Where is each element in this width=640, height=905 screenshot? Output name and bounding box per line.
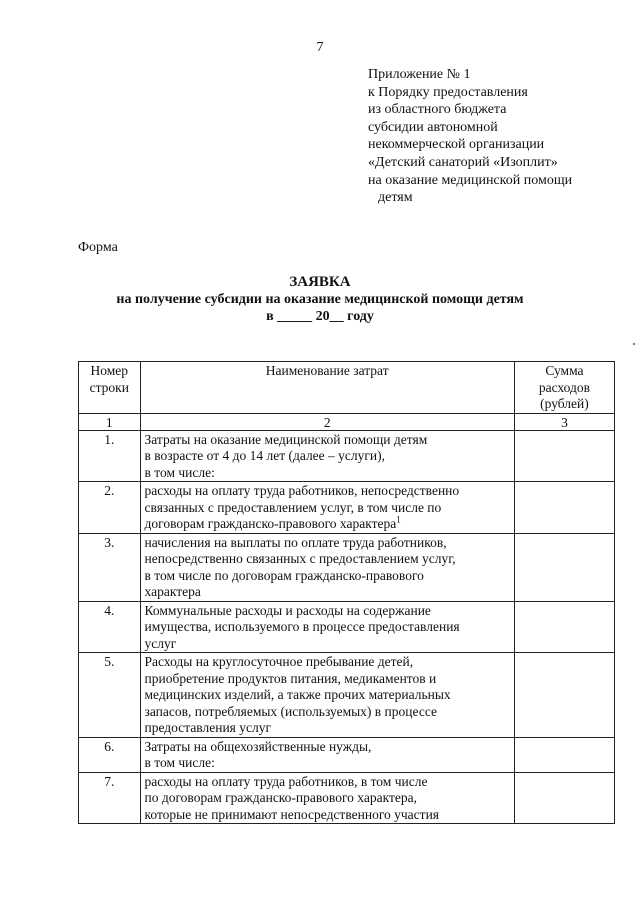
row-cost-name [140, 772, 514, 824]
header-row-number: Номер строки [79, 362, 141, 414]
page-number: 7 [316, 40, 324, 55]
row-text-line: расходы на оплату труда работников, в том числе [144, 773, 428, 789]
row-text-line: в том числе: [144, 464, 215, 480]
table-row [79, 737, 615, 772]
row-number: 2. [79, 482, 141, 534]
row-text-line: медицинских изделий, а также прочих материальных [144, 687, 451, 702]
table-row [79, 653, 615, 738]
appendix-line: некоммерческой организации [368, 137, 545, 153]
row-text-line: в том числе по договорам гражданско-правового [144, 567, 424, 583]
row-text-line: расходы на оплату труда работников, непосредственно [144, 483, 460, 498]
appendix-line: детям [378, 190, 413, 206]
row-text-line: характера [144, 584, 201, 599]
appendix-line: субсидии автономной [368, 119, 498, 135]
appendix-line: Приложение № 1 [368, 67, 471, 82]
title-year: в _____ 20__ году [266, 309, 374, 324]
costs-table [78, 361, 615, 824]
row-cost-name [140, 653, 514, 738]
row-text-line: Расходы на круглосуточное пребывание детей, [144, 654, 414, 669]
row-text-line: запасов, потребляемых (используемых) в процессе [144, 703, 437, 719]
row-amount-cell[interactable] [514, 482, 614, 534]
row-text-line: договорам гражданско-правового характера [144, 516, 397, 531]
appendix-line: к Порядку предоставления [368, 84, 528, 100]
row-text-line: связанных с предоставлением услуг, в том числе по [144, 499, 442, 515]
row-number: 7. [79, 772, 141, 824]
row-text-line: по договорам гражданско-правового характера, [144, 790, 417, 805]
row-text-line: Коммунальные расходы и расходы на содержание [144, 602, 431, 618]
row-text-line: в том числе: [144, 755, 215, 770]
column-number: 3 [514, 413, 614, 430]
row-text-line: услуг [144, 635, 177, 651]
table-row [79, 430, 615, 482]
row-number: 5. [79, 653, 141, 738]
form-label: Форма [78, 240, 118, 255]
appendix-line: из областного бюджета [368, 102, 507, 118]
row-cost-name [140, 737, 514, 772]
row-number: 6. [79, 737, 141, 772]
row-text-line: в возрасте от 4 до 14 лет (далее – услуги), [144, 448, 386, 463]
row-text-line: Затраты на оказание медицинской помощи детям [144, 431, 428, 447]
title-subject: на получение субсидии на оказание медицинской помощи детям [116, 292, 524, 307]
footnote-mark: 1 [396, 514, 401, 525]
table-row [79, 482, 615, 534]
row-text-line: Затраты на общехозяйственные нужды, [144, 738, 372, 754]
row-text-line: предоставления услуг [144, 720, 272, 735]
row-number: 3. [79, 533, 141, 601]
column-number: 1 [79, 413, 141, 430]
table-row [79, 772, 615, 824]
row-cost-name [140, 430, 514, 482]
row-text-line-with-footnote [145, 516, 510, 533]
row-cost-name [140, 533, 514, 601]
title-heading: ЗАЯВКА [289, 274, 351, 290]
row-cost-name [140, 482, 514, 534]
appendix-line: «Детский санаторий «Изоплит» [368, 154, 558, 170]
row-text-line: начисления на выплаты по оплате труда работников, [144, 534, 447, 550]
row-text-line: непосредственно связанных с предоставлением услуг, [144, 551, 456, 566]
row-amount-cell[interactable] [514, 653, 614, 738]
row-amount-cell[interactable] [514, 601, 614, 653]
header-amount: Сумма расходов (рублей) [514, 362, 614, 414]
row-number: 1. [79, 430, 141, 482]
row-text-line: имущества, используемого в процессе предоставления [144, 619, 460, 634]
row-text-line: приобретение продуктов питания, медикаментов и [144, 670, 437, 686]
row-cost-name [140, 601, 514, 653]
document-title [0, 274, 640, 325]
column-number-row [79, 413, 615, 430]
row-amount-cell[interactable] [514, 533, 614, 601]
row-amount-cell[interactable] [514, 430, 614, 482]
row-amount-cell[interactable] [514, 772, 614, 824]
table-row [79, 601, 615, 653]
column-number: 2 [140, 413, 514, 430]
appendix-line: на оказание медицинской помощи [368, 172, 573, 188]
header-cost-name: Наименование затрат [140, 362, 514, 414]
row-number: 4. [79, 601, 141, 653]
scan-speck [633, 343, 635, 345]
appendix-reference [368, 66, 618, 207]
row-amount-cell[interactable] [514, 737, 614, 772]
table-header-row [79, 362, 615, 414]
table-row [79, 533, 615, 601]
row-text-line: которые не принимают непосредственного участия [144, 806, 439, 822]
